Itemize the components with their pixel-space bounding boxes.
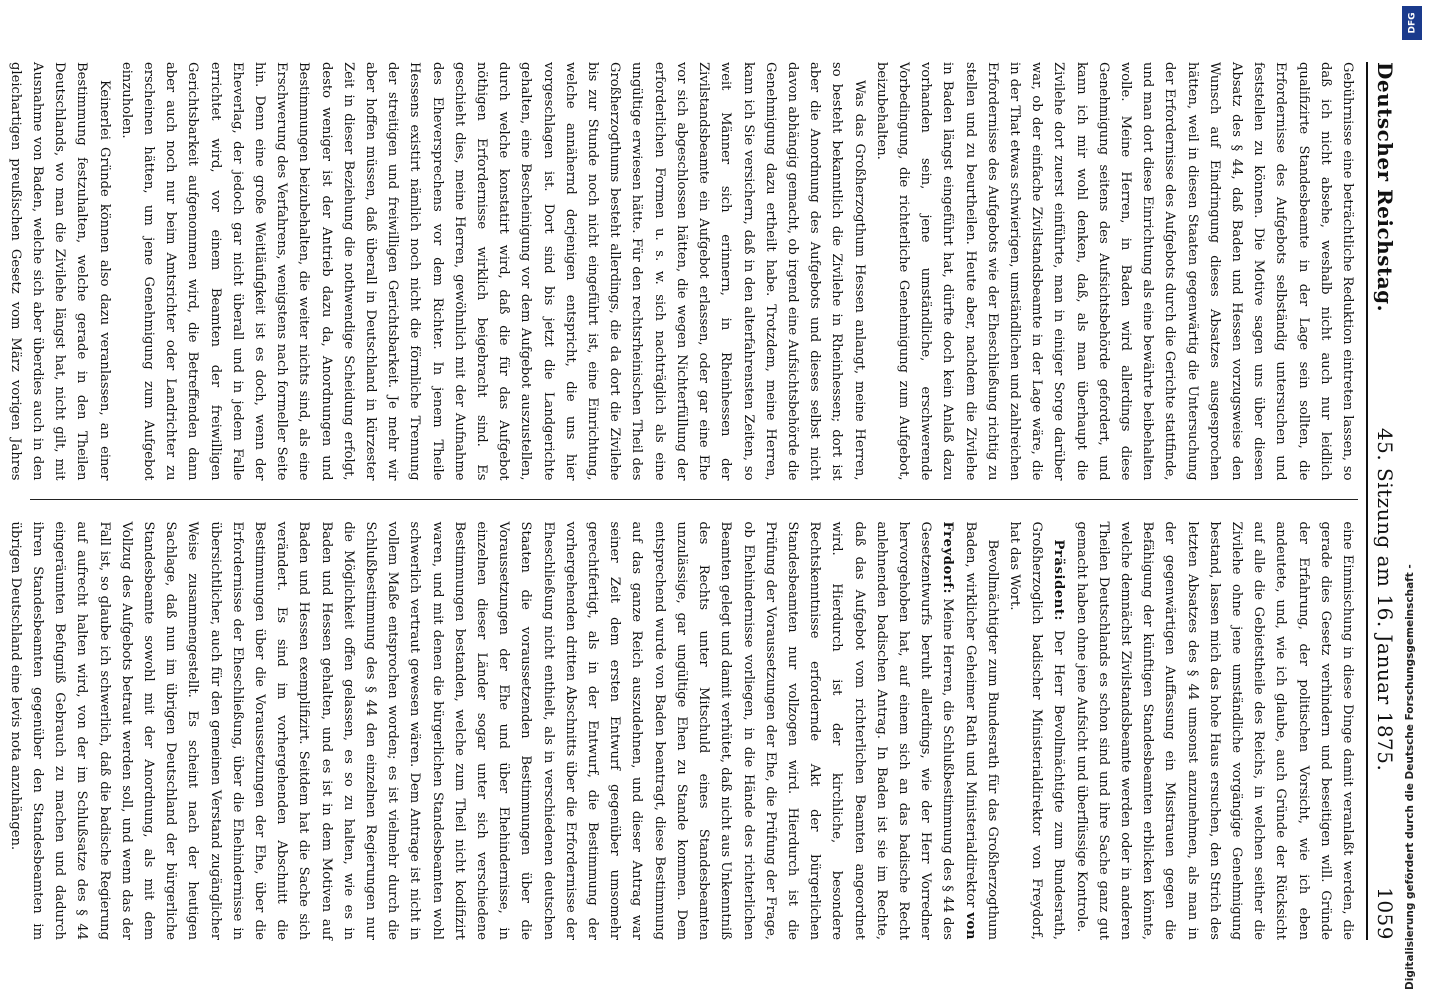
dfg-logo-text: DFG: [1407, 12, 1418, 34]
page-header: [1366, 62, 1402, 940]
text-columns: [7, 62, 1358, 940]
paragraph: Was das Großherzogthum Hessen anlangt, meine Herren, so besteht bekanntlich die Zivilehe in Rheinhessen; dort ist aber die Anordnung des Aufgebots und dieses selbst nicht davon abhängig gemacht, ob irgend eine Aufsichtsbehörde die Genehmigung dazu ertheilt habe. Trotzdem, meine Herren, kann ich Sie versichern, daß in den alterfahrensten Zeiten, so weit Männer sich erinnern, in Rheinhessen der Zivilstandsbeamte ein Aufgebot erlassen, oder gar eine Ehe vor sich abgeschlossen hätten, die wegen Nichterfüllung der erforderlichen Formen u. s. w. sich nachträglich als eine ungültige erwiesen hätte. Für den rechtsrheinischen Theil des Großherzogthums besteht allerdings, die da dort die Zivilehe bis zur Stunde noch nicht eingeführt ist, eine Einrichtung, welche annähernd derjenigen entspricht, die uns hier vorgeschlagen ist. Dort sind bis jetzt die Landgerichte gehalten, eine Bescheinigung vor dem Aufgebot auszustellen, durch welche konstatirt wird, daß die für das Aufgebot nöthigen Erfordernisse wirklich beigebracht sind. Es geschieht dies, meine Herren, gewöhnlich mit der Aufnahme des Eheversprechens vor dem Richter. In jenem Theile Hessens existirt nämlich noch nicht die förmliche Trennung der streitigen und freiwilligen Gerichtsbarkeit. Je mehr wir aber hoffen müssen, daß überall in Deutschland in kürzester Zeit in dieser Beziehung die nothwendige Scheidung erfolgt, desto weniger ist der Antrieb dazu da, Anordnungen und Bestimmungen beizubehalten, die weiter nichts sind, als eine Erschwerung des Verfahrens, wenigstens nach formeller Seite hin. Denn eine große Weitläufigkeit ist es doch, wenn der Eheverlag, der jedoch gar nicht überall und in jedem Falle errichtet wird, vor einem Beamten der freiwilligen Gerichtsbarkeit aufgenommen wird, die Betreffenden dann aber auch noch nur beim Amtsrichter oder Landrichter zu erscheinen hätten, um jene Genehmigung zum Aufgebot einzuholen.: [118, 62, 867, 481]
right-column: [7, 521, 1358, 941]
statement-text: Der Herr Bevollmächtigte zum Bundesrath, Großherzoglich badischer Ministerialdirektor von Freydorf, hat das Wort.: [1006, 521, 1067, 940]
paragraph: Keinerlei Gründe können also dazu veranlassen, an einer Bestimmung festzuhalten, welche gerade in den Theilen Deutschlands, wo man die Zivilehe längst hat, nicht gilt, mit Ausnahme von Baden, welche sich aber überdies auch in den gleichartigen preußischen Gesetz vom März vorigen Jahres: [7, 62, 112, 481]
left-column: [7, 62, 1358, 500]
header-publication: Deutscher Reichstag.: [1373, 62, 1397, 313]
watermark-text: Digitalisierung gefördert durch die Deutsche Forschungsgemeinschaft -: [1404, 564, 1416, 990]
speaker-name: von Freydorf:: [940, 521, 978, 940]
paragraph: eine Einmischung in diese Dinge damit veranlaßt werden, die gerade dies Gesetz verhindern und beseitigen will. Gründe der Erfahrung, der politischen Vorsicht, wie ich eben andeutete, und, wie ich glaube, auch Gründe der Rücksicht auf alle die Gebietstheile des Reichs, in welchen seither die Zivilehe ohne jene umständliche vorgängige Genehmigung bestand, lassen mich das hohe Haus ersuchen, den Strich des letzten Absatzes des § 44 umsonst anzunehmen, als man in der gegenwärtigen Auffassung ein Misstrauen gegen die Befähigung der künftigen Standesbeamten erblicken könnte, welche demnächst Zivilstandsbeamte werden oder in anderen Theilen Deutschlands es schon sind und ihre Sache ganz gut gemacht haben ohne jene Aufsicht und überflüssige Kontrole.: [1073, 521, 1355, 940]
speech-text: Meine Herren, die Schlußbestimmung des § 44 des Gesetzentwurfs beruht allerdings, wie der Herr Vorredner hervorgehoben hat, auf einem sich an das badische Recht anlehnenden badischen Antrag. In Baden ist sie im Rechte, daß das Aufgebot vom richterlichen Beamten angeordnet wird. Hierdurch ist der kirchliche, besondere Rechtskenntnisse erfordernde Akt der bürgerlichen Standesbeamten nur vollzogen wird. Hierdurch ist die Prüfung der Voraussetzungen der Ehe, die Prüfung der Frage, ob Ehehindernisse vorliegen, in die Hände des richterlichen Beamten gelegt und damit verhütet, daß nicht aus Unkenntniß des Rechts unter Mitschuld eines Standesbeamten unzulässige, gar ungültige Ehen zu Stande kommen. Dem entsprechend wurde von Baden beantragt, diese Bestimmung auf das ganze Reich auszudehnen, und dieser Antrag war seiner Zeit dem ersten Entwurf gegenüber umsomehr gerechtfertigt, als in der Entwurf, die Bestimmung der vorhergehenden dritten Abschnitts über die Erfordernisse der Eheschließung nicht enthielt, als in verschiedenen deutschen Staaten die voraussetzenden Bestimmungen über die Voraussetzungen der Ehe und über Ehehindernisse, in einzelnen dieser Länder sogar unter sich verschiedene Bestimmungen bestanden, welche zum Theil nicht kodifizirt waren, und mit denen die bürgerlichen Standesbeamten wohl schwerlich vertraut gewesen wären. Dem Antrage ist nicht in vollem Maße entsprochen worden; es ist vielmehr durch die Schlußbestimmung des § 44 den einzelnen Regierungen nur die Möglichkeit offen gelassen, es so zu halten, wie es in Baden und Hessen gehalten, und es ist in dem Motiven auf Baden und Hessen exemplifizirt. Seitdem hat die Sache sich verändert. Es sind im vorhergehenden Abschnitt die Bestimmungen über die Voraussetzungen der Ehe, über die Erfordernisse der Eheschließung, über die Ehehindernisse in übersichtlicher, auch für den gemeinen Verstand zugänglicher Weise zusammengestellt. Es scheint nach der heutigen Sachlage, daß nun im übrigen Deutschland der bürgerliche Standesbeamte sowohl mit der Anordnung, als mit dem Vollzug des Aufgebots betraut werden soll, und wenn das der Fall ist, so glaube ich schwerlich, daß die badische Regierung auf aufrecht halten wird, von der im Schlußsatze des § 44 eingeräumten Befugniß Gebrauch zu machen und dadurch ihren Standesbeamten gegenüber den Standesbeamten im übrigen Deutschland eine levis nota anzuhängen.: [7, 521, 956, 940]
speaker-intro-paragraph: [4, 522, 1003, 941]
header-session: 45. Sitzung am 16. Januar 1875.: [1373, 427, 1397, 772]
dfg-logo-icon: [1402, 6, 1422, 40]
president-statement: [1003, 522, 1070, 941]
speaker-intro: Bevollmächtigter zum Bundesrath für das Großherzogthum Baden, wirklicher Geheimer Rath und Ministerialdirektor: [962, 521, 1000, 940]
paragraph: Gebührnisse eine beträchtliche Reduktion eintreten lassen, so daß ich nicht absehe, weshalb nicht auch nur leidlich qualifizirte Standesbeamte in der Lage sein sollten, die Erfordernisse des Aufgebots selbständig untersuchen und feststellen zu können. Die Motive sagen uns über diesen Absatz des § 44, daß Baden und Hessen vorzugsweise den Wunsch auf Eindringung dieses Absatzes ausgesprochen hätten, weil in diesen Staaten gegenwärtig die Untersuchung der Erfordernisse des Aufgebots durch die Gerichte stattfinde, und man dort diese Einrichtung als eine bewährte beibehalten wolle. Meine Herren, in Baden wird allerdings diese Genehmigung seitens des Aufsichtsbehörde gefordert, und kann ich mir wohl denken, daß, als man überhaupt die Zivilehe dort zuerst einführte, man in einiger Sorge darüber war, ob der einfache Zivilstandsbeamte in der Lage wäre, die in der That etwas schwierigen, umständlichen und zahlreichen Erfordernisse des Aufgebots wie der Eheschließung richtig zu stellen und zu beurtheilen. Heute aber, nachdem die Zivilehe in Baden längst eingeführt hat, dürfte doch kein Anlaß dazu vorhanden sein, jene umständliche, erschwerende Vorbedingung, die richterliche Genehmigung zum Aufgebot, beizubehalten.: [873, 62, 1355, 481]
digitization-watermark: [1400, 0, 1428, 1000]
speaker-label: Präsident:: [1051, 539, 1067, 621]
paragraph: [0, 522, 4, 941]
page-number: 1059: [1373, 887, 1397, 940]
